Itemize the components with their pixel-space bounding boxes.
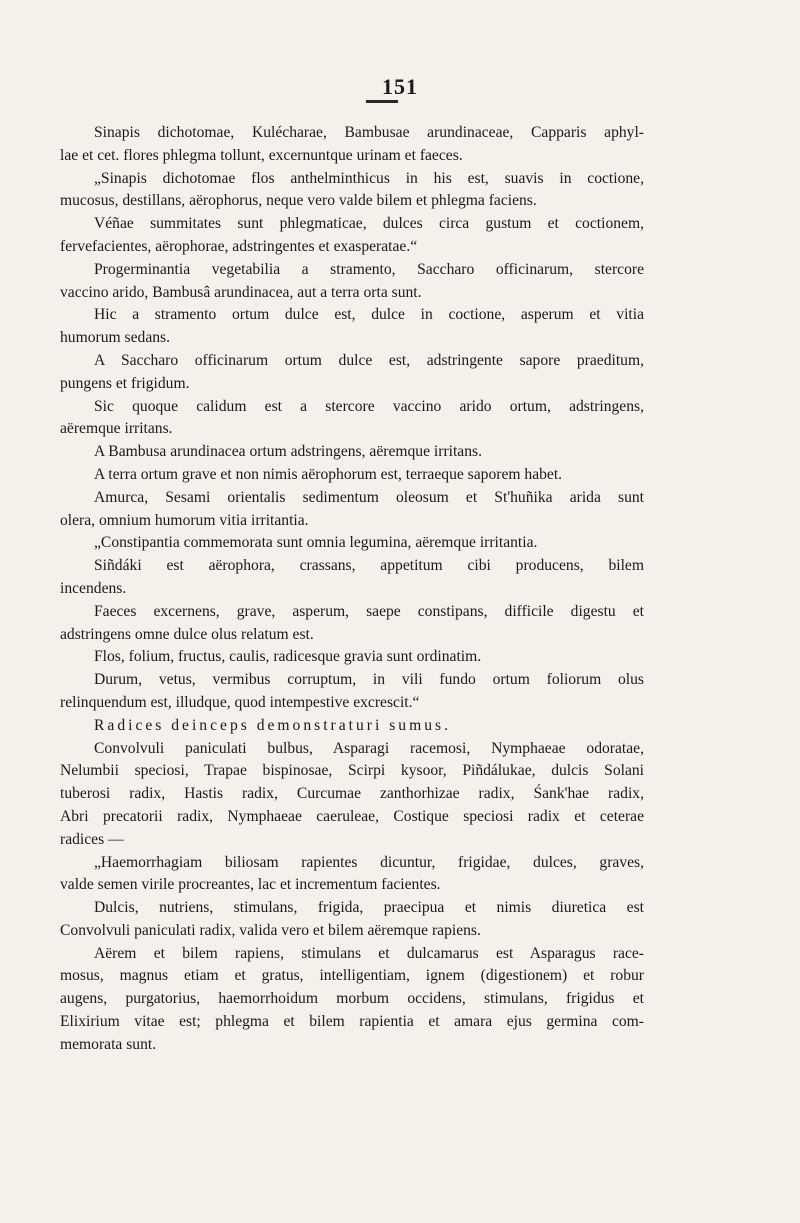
- text-line: Aërem et bilem rapiens, stimulans et dulcamarus est Asparagus race-: [94, 944, 644, 962]
- text-line: pungens et frigidum.: [60, 374, 190, 392]
- text-line: Abri precatorii radix, Nymphaeae caeruleae, Costique speciosi radix et ceterae: [60, 807, 644, 825]
- text-line: Véñae summitates sunt phlegmaticae, dulces circa gustum et coctionem,: [94, 215, 644, 233]
- text-line: „Sinapis dichotomae flos anthelminthicus in his est, suavis in coctione,: [94, 169, 644, 187]
- text-line: Elixirium vitae est; phlegma et bilem rapientia et amara ejus germina com-: [60, 1013, 644, 1031]
- text-line: adstringens omne dulce olus relatum est.: [60, 625, 314, 643]
- text-line: „Haemorrhagiam biliosam rapientes dicuntur, frigidae, dulces, graves,: [94, 853, 644, 871]
- text-line: Amurca, Sesami orientalis sedimentum oleosum et St'huñika arida sunt: [94, 488, 644, 506]
- text-line: memorata sunt.: [60, 1035, 157, 1053]
- text-line: „Constipantia commemorata sunt omnia leguminа, aëremque irritantia.: [94, 534, 538, 552]
- text-line: A Saccharo officinarum ortum dulce est, adstringente sapore praeditum,: [94, 351, 644, 369]
- text-line: Convolvuli paniculati radix, valida vero et bilem aëremque rapiens.: [60, 921, 481, 939]
- text-line: Dulcis, nutriens, stimulans, frigida, praecipua et nimis diuretica est: [94, 899, 644, 917]
- text-line: A terra ortum grave et non nimis aërophorum est, terraeque saporem habet.: [94, 465, 563, 483]
- text-line: A Bambusa arundinacea ortum adstringens, aëremque irritans.: [94, 443, 482, 461]
- header-rule: [366, 100, 398, 103]
- text-line: Progerminantia vegetabilia a stramento, Saccharo officinarum, stercore: [94, 260, 644, 278]
- text-line: tuberosi radix, Hastis radix, Curcumae zanthorhizae radix, Śank'hae radix,: [60, 785, 644, 803]
- text-line: humorum sedans.: [60, 329, 171, 347]
- text-line: Radices deinceps demonstraturi sumus.: [94, 716, 451, 734]
- text-line: aëremque irritans.: [60, 420, 173, 438]
- text-line: radices —: [60, 830, 124, 848]
- text-line: mosus, magnus etiam et gratus, intelligentiam, ignem (digestionem) et robur: [60, 967, 644, 985]
- text-line: Sic quoque calidum est a stercore vaccino arido ortum, adstringens,: [94, 397, 644, 415]
- text-line: fervefacientes, aërophorae, adstringentes et exasperatae.“: [60, 237, 418, 255]
- text-line: mucosus, destillans, aërophorus, neque vero valde bilem et phlegma faciens.: [60, 192, 537, 210]
- text-line: Hic a stramento ortum dulce est, dulce in coctione, asperum et vitia: [94, 306, 644, 324]
- text-line: valde semen virile procreantes, lac et incrementum facientes.: [60, 876, 441, 894]
- text-line: Flos, folium, fructus, caulis, radicesque gravia sunt ordinatim.: [94, 648, 482, 666]
- text-line: augens, purgatorius, haemorrhoidum morbum occidens, stimulans, frigidus et: [60, 990, 644, 1008]
- text-line: Siñdáki est aërophora, crassans, appetitum cibi producens, bilem: [94, 557, 644, 575]
- text-line: lae et cet. flores phlegma tollunt, excernuntque urinam et faeces.: [60, 146, 463, 164]
- text-line: olera, omnium humorum vitia irritantia.: [60, 511, 309, 529]
- text-line: Faeces excernens, grave, asperum, saepe constipans, difficile digestu et: [94, 602, 644, 620]
- text-line: vaccino arido, Bambusâ arundinacea, aut a terra orta sunt.: [60, 283, 422, 301]
- text-line: Durum, vetus, vermibus corruptum, in vili fundo ortum foliorum olus: [94, 671, 644, 689]
- page-number: 151: [382, 74, 418, 99]
- body-text: [60, 122, 644, 1057]
- text-line: Nelumbii speciosi, Trapae bispinosae, Scirpi kysoor, Piñdálukae, dulcis Solani: [60, 762, 644, 780]
- text-line: Sinapis dichotomae, Kulécharae, Bambusae arundinaceae, Capparis aphyl-: [94, 124, 644, 141]
- text-line: incendens.: [60, 579, 127, 597]
- text-line: Convolvuli paniculati bulbus, Asparagi racemosi, Nymphaeae odoratae,: [94, 739, 644, 757]
- text-line: relinquendum est, illudque, quod intempestive excrescit.“: [60, 693, 420, 711]
